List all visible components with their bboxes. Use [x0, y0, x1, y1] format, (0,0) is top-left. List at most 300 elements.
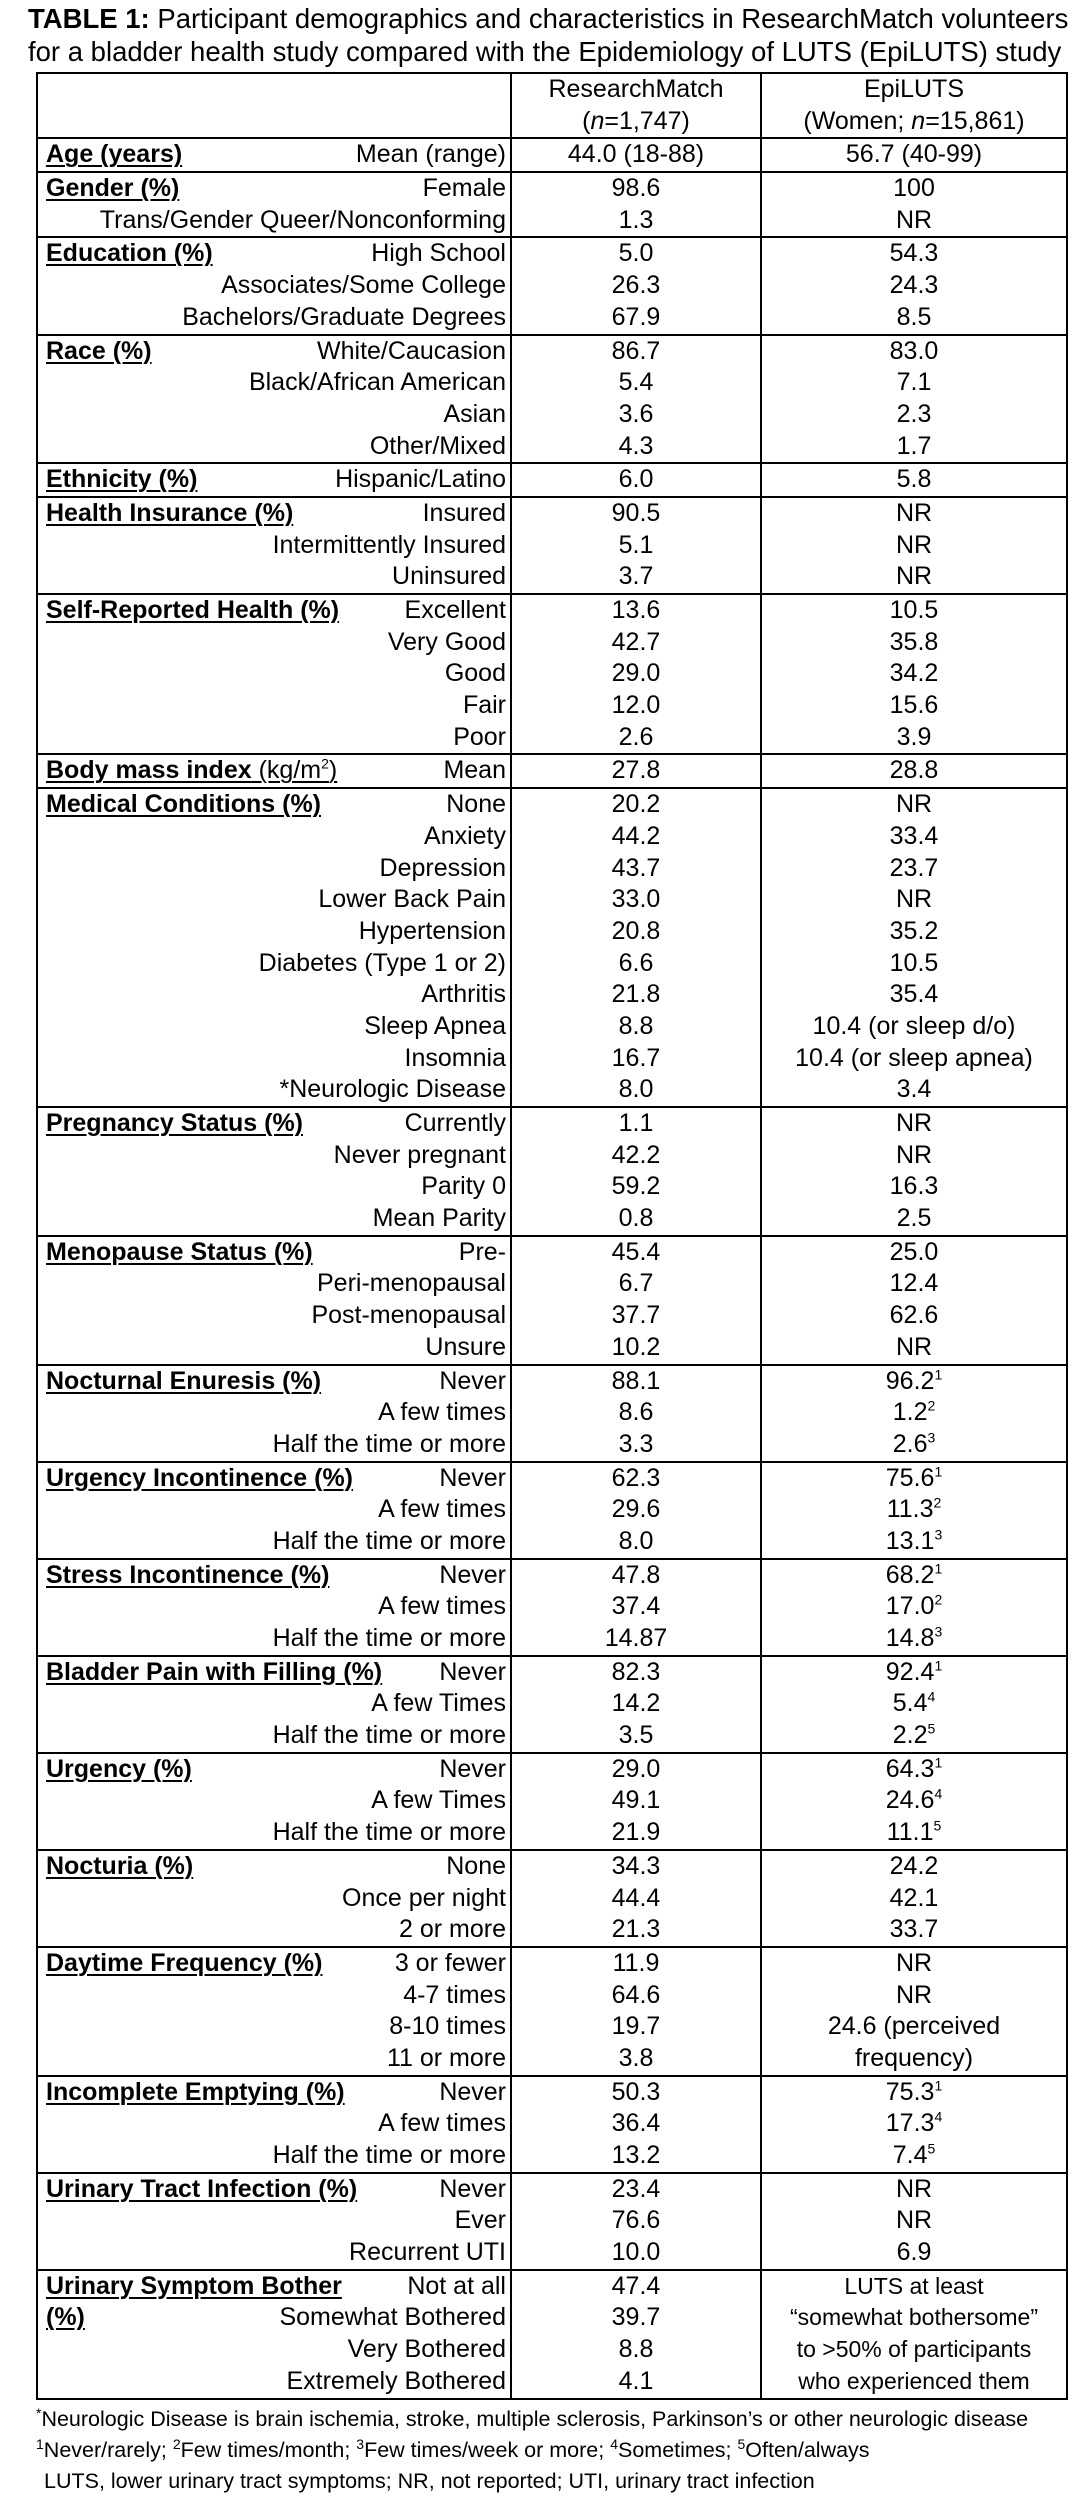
section-enuresis [37, 1365, 1067, 1462]
row-label: A few times [378, 1495, 506, 1524]
researchmatch-value: 6.6 [618, 948, 654, 977]
section-pregnancy [37, 1107, 1067, 1236]
label-cell [37, 1236, 511, 1365]
researchmatch-cell [511, 138, 761, 172]
researchmatch-value: 76.6 [611, 2206, 661, 2235]
epiluts-value: NR [895, 530, 933, 559]
section-insurance [37, 497, 1067, 594]
epiluts-value: NR [895, 2206, 933, 2235]
category-label: Stress Incontinence (%) [46, 1560, 330, 1589]
epiluts-value: 75.6$^1$ [885, 1463, 943, 1492]
row-label: Extremely Bothered [286, 2366, 506, 2395]
researchmatch-value: 29.6 [611, 1495, 661, 1524]
researchmatch-value: 8.6 [618, 1398, 654, 1427]
footnotes [36, 2404, 1076, 2497]
row-label: 4-7 times [403, 1980, 506, 2009]
epiluts-value: 24.2 [889, 1851, 939, 1880]
researchmatch-value: 6.7 [618, 1269, 654, 1298]
category-label: Gender (%) [46, 174, 180, 203]
researchmatch-value: 5.0 [618, 239, 654, 268]
researchmatch-value: 49.1 [611, 1786, 661, 1815]
category-label: Medical Conditions (%) [46, 790, 321, 819]
label-cell [37, 1656, 511, 1753]
row-label: Once per night [342, 1883, 506, 1912]
row-label: Trans/Gender Queer/Nonconforming [99, 205, 506, 234]
category-label: Menopause Status (%) [46, 1237, 313, 1266]
category-label: Incomplete Emptying (%) [46, 2077, 345, 2106]
label-cell [37, 1107, 511, 1236]
category-label: Nocturnal Enuresis (%) [46, 1366, 322, 1395]
section-ethnicity [37, 463, 1067, 497]
epiluts-value: 25.0 [889, 1237, 939, 1266]
row-label: A few Times [371, 1786, 506, 1815]
epiluts-value: 6.9 [896, 2238, 932, 2267]
category-label: Body mass index [46, 756, 252, 785]
label-cell [37, 754, 511, 788]
epiluts-value: 11.1$^5$ [886, 1817, 942, 1847]
section-medical [37, 788, 1067, 1107]
researchmatch-value: 8.0 [618, 1075, 654, 1104]
researchmatch-cell [511, 754, 761, 788]
epiluts-value: $1.2^2$ [892, 1397, 936, 1427]
epiluts-value: 68.2$^1$ [885, 1560, 943, 1589]
row-label: Insomnia [404, 1043, 506, 1072]
section-uti [37, 2173, 1067, 2270]
category-label: Self-Reported Health (%) [46, 596, 340, 625]
researchmatch-value: 44.4 [611, 1883, 661, 1912]
researchmatch-value: 42.2 [611, 1140, 661, 1169]
row-label: Very Good [387, 627, 506, 656]
epiluts-cell [761, 754, 1067, 788]
section-urgency_inc [37, 1462, 1067, 1559]
epiluts-value: NR [895, 205, 933, 234]
researchmatch-value: 16.7 [611, 1043, 661, 1072]
row-label: Intermittently Insured [272, 530, 506, 559]
label-cell [37, 172, 511, 237]
row-label: Daytime Frequency (%) 3 or fewer [46, 1948, 506, 1980]
epiluts-value: NR [895, 1948, 933, 1977]
row-label: Half the time or more [272, 1818, 506, 1847]
epiluts-value: 56.7 (40-99) [845, 140, 983, 169]
category-label: Race (%) [46, 336, 152, 365]
category-label: Education (%) [46, 239, 213, 268]
row-label: Nocturnal Enuresis (%) Never [46, 1366, 506, 1398]
researchmatch-value: 3.8 [618, 2043, 654, 2072]
row-label: Race (%) White/Caucasion [46, 336, 506, 368]
label-cell [37, 2270, 511, 2399]
epiluts-cell [761, 138, 1067, 172]
row-label: Associates/Some College [221, 271, 506, 300]
row-label: Half the time or more [272, 1721, 506, 1750]
row-label: Incomplete Emptying (%) Never [46, 2077, 506, 2109]
row-label: Age (years) Mean (range) [46, 139, 506, 171]
label-cell [37, 463, 511, 497]
researchmatch-value: 59.2 [611, 1172, 661, 1201]
row-label: A few times [378, 2109, 506, 2138]
epiluts-value: 83.0 [889, 336, 939, 365]
epiluts-cell [761, 1365, 1067, 1462]
epiluts-name: EpiLUTS [863, 75, 965, 103]
researchmatch-value: 37.4 [611, 1592, 661, 1621]
row-label: Urinary Symptom Bother Not at all [46, 2271, 506, 2303]
epiluts-value: 5.8 [896, 465, 932, 494]
row-label: Nocturia (%) None [46, 1851, 506, 1883]
epiluts-value: 34.2 [889, 659, 939, 688]
row-label: Education (%) High School [46, 238, 506, 270]
epiluts-cell [761, 335, 1067, 464]
category-label: Nocturia (%) [46, 1851, 194, 1880]
researchmatch-value: 44.0 (18-88) [567, 140, 705, 169]
epiluts-value: 35.2 [889, 916, 939, 945]
epiluts-value: 11.3$^2$ [886, 1494, 942, 1524]
row-label: Lower Back Pain [318, 885, 506, 914]
row-label: Uninsured [392, 562, 506, 591]
row-label: Sleep Apnea [364, 1011, 506, 1040]
researchmatch-value: 13.2 [611, 2141, 661, 2170]
row-label: Asian [443, 399, 506, 428]
section-education [37, 237, 1067, 334]
epiluts-value: 8.5 [896, 302, 932, 331]
label-cell [37, 594, 511, 754]
row-label: Gender (%) Female [46, 173, 506, 205]
row-label: 2 or more [399, 1915, 506, 1944]
row-label: Arthritis [421, 980, 506, 1009]
epiluts-value: 2.3 [896, 399, 932, 428]
epiluts-value: 35.8 [889, 627, 939, 656]
epiluts-cell [761, 1656, 1067, 1753]
row-label: Bladder Pain with Filling (%) Never [46, 1657, 506, 1689]
researchmatch-value: 47.8 [611, 1560, 661, 1589]
researchmatch-value: 13.6 [611, 596, 661, 625]
section-gender [37, 172, 1067, 237]
section-race [37, 335, 1067, 464]
row-label: 8-10 times [389, 2012, 506, 2041]
epiluts-cell [761, 2173, 1067, 2270]
epiluts-cell [761, 788, 1067, 1107]
researchmatch-value: 4.1 [618, 2366, 654, 2395]
epiluts-cell [761, 463, 1067, 497]
epiluts-value: NR [895, 498, 933, 527]
epiluts-value: 10.4 (or sleep apnea) [795, 1043, 1033, 1072]
epiluts-cell [761, 497, 1067, 594]
label-cell [37, 497, 511, 594]
researchmatch-value: 82.3 [611, 1657, 661, 1686]
researchmatch-cell [511, 2270, 761, 2399]
researchmatch-value: 39.7 [611, 2303, 661, 2332]
table-label: TABLE 1: [28, 3, 150, 34]
label-cell [37, 2173, 511, 2270]
researchmatch-value: 0.8 [618, 1204, 654, 1233]
researchmatch-value: 3.5 [618, 1721, 654, 1750]
row-label: Half the time or more [272, 1526, 506, 1555]
researchmatch-value: 21.8 [611, 980, 661, 1009]
label-cell [37, 788, 511, 1107]
researchmatch-value: 5.4 [618, 368, 654, 397]
epiluts-value: 64.3$^1$ [885, 1754, 943, 1783]
category-label: Daytime Frequency (%) [46, 1948, 323, 1977]
label-cell [37, 1850, 511, 1947]
epiluts-value: $2.2^5$ [892, 1720, 936, 1750]
researchmatch-name: ResearchMatch [548, 75, 724, 103]
epiluts-cell [761, 172, 1067, 237]
category-label: Urinary Symptom Bother [46, 2271, 342, 2300]
researchmatch-cell [511, 1947, 761, 2076]
researchmatch-value: 10.2 [611, 1332, 661, 1361]
label-cell [37, 1753, 511, 1850]
epiluts-value: NR [895, 1980, 933, 2009]
researchmatch-value: 3.7 [618, 562, 654, 591]
epiluts-value: NR [895, 885, 933, 914]
epiluts-value: 23.7 [889, 853, 939, 882]
epiluts-cell [761, 2270, 1067, 2399]
label-cell [37, 1462, 511, 1559]
epiluts-value: to >50% of participants [796, 2336, 1032, 2363]
researchmatch-value: 21.3 [611, 1915, 661, 1944]
header-row [37, 73, 1067, 138]
row-label: Black/African American [248, 368, 506, 397]
row-label: Half the time or more [272, 1624, 506, 1653]
epiluts-value: NR [895, 1332, 933, 1361]
epiluts-value: 10.4 (or sleep d/o) [812, 1011, 1016, 1040]
researchmatch-value: 34.3 [611, 1851, 661, 1880]
epiluts-value: 75.3$^1$ [885, 2077, 943, 2106]
row-label: Poor [453, 722, 506, 751]
section-stress_inc [37, 1559, 1067, 1656]
table-caption: Participant demographics and characteristics in ResearchMatch volunteers for a bladder health study compared with the Epidemiology of LUTS (EpiLUTS) study [28, 3, 1069, 67]
researchmatch-value: 45.4 [611, 1237, 661, 1266]
row-label: Half the time or more [272, 1429, 506, 1458]
epiluts-value: NR [895, 790, 933, 819]
row-label: Stress Incontinence (%) Never [46, 1560, 506, 1592]
researchmatch-value: 86.7 [611, 336, 661, 365]
row-label: Urgency (%) Never [46, 1754, 506, 1786]
researchmatch-value: 2.6 [618, 722, 654, 751]
label-cell [37, 2076, 511, 2173]
header-epiluts [761, 73, 1067, 138]
researchmatch-cell [511, 237, 761, 334]
researchmatch-value: 20.2 [611, 790, 661, 819]
label-cell [37, 1365, 511, 1462]
epiluts-value: NR [895, 1140, 933, 1169]
category-label: Urgency Incontinence (%) [46, 1463, 353, 1492]
researchmatch-cell [511, 497, 761, 594]
epiluts-value: $5.4^4$ [892, 1689, 936, 1718]
footnote-frequency-key: $^1$Never/rarely; $^2$Few times/month; $^3$Few times/week or more; $^4$Sometimes; $^5$Often/always [36, 2435, 870, 2462]
researchmatch-cell [511, 1236, 761, 1365]
researchmatch-value: 98.6 [611, 174, 661, 203]
epiluts-value: 54.3 [889, 239, 939, 268]
epiluts-value: 28.8 [889, 756, 939, 785]
row-label: Ethnicity (%) Hispanic/Latino [46, 464, 506, 496]
epiluts-value: 24.3 [889, 271, 939, 300]
researchmatch-cell [511, 1559, 761, 1656]
section-age [37, 138, 1067, 172]
epiluts-value: 92.4$^1$ [885, 1657, 943, 1686]
researchmatch-n: (n=1,747) [582, 106, 690, 135]
epiluts-value: LUTS at least [844, 2272, 984, 2299]
row-label: A few times [378, 1398, 506, 1427]
epiluts-value: frequency) [854, 2043, 974, 2072]
epiluts-cell [761, 1236, 1067, 1365]
header-empty-cell [37, 73, 511, 138]
category-label-line2: (%) [46, 2303, 85, 2332]
category-label: Urinary Tract Infection (%) [46, 2174, 358, 2203]
researchmatch-value: 14.87 [604, 1624, 668, 1653]
researchmatch-value: 21.9 [611, 1818, 661, 1847]
section-daytime [37, 1947, 1067, 2076]
researchmatch-value: 36.4 [611, 2109, 661, 2138]
researchmatch-value: 62.3 [611, 1463, 661, 1492]
epiluts-value: 14.8$^3$ [885, 1623, 943, 1653]
researchmatch-value: 33.0 [611, 885, 661, 914]
category-label: Health Insurance (%) [46, 498, 294, 527]
researchmatch-value: 29.0 [611, 1754, 661, 1783]
epiluts-value: 13.1$^3$ [885, 1526, 943, 1555]
epiluts-value: 12.4 [889, 1269, 939, 1298]
researchmatch-value: 8.0 [618, 1526, 654, 1555]
row-label: Self-Reported Health (%) Excellent [46, 595, 506, 627]
epiluts-value: 42.1 [889, 1883, 939, 1912]
epiluts-value: 62.6 [889, 1301, 939, 1330]
researchmatch-value: 14.2 [611, 1689, 661, 1718]
researchmatch-value: 26.3 [611, 271, 661, 300]
epiluts-value: $7.4^5$ [892, 2140, 936, 2170]
epiluts-value: 24.6 (perceived [827, 2012, 1001, 2041]
researchmatch-value: 47.4 [611, 2271, 661, 2300]
row-label: A few times [378, 1592, 506, 1621]
row-label: Medical Conditions (%) None [46, 789, 506, 821]
researchmatch-value: 88.1 [611, 1366, 661, 1395]
row-label: Never pregnant [333, 1140, 506, 1169]
row-label: A few Times [371, 1689, 506, 1718]
label-cell [37, 335, 511, 464]
researchmatch-cell [511, 172, 761, 237]
epiluts-value: 1.7 [896, 431, 932, 460]
row-label: Urinary Tract Infection (%) Never [46, 2174, 506, 2206]
researchmatch-value: 43.7 [611, 853, 661, 882]
row-label: 11 or more [386, 2043, 506, 2072]
epiluts-value: “somewhat bothersome” [790, 2304, 1038, 2331]
epiluts-cell [761, 2076, 1067, 2173]
row-label: Half the time or more [272, 2141, 506, 2170]
row-label: Depression [379, 853, 506, 882]
epiluts-value: 7.1 [896, 368, 932, 397]
epiluts-value: NR [895, 2174, 933, 2203]
epiluts-cell [761, 1462, 1067, 1559]
row-label: Anxiety [424, 821, 506, 850]
row-label: Other/Mixed [369, 431, 506, 460]
row-label: Diabetes (Type 1 or 2) [258, 948, 506, 977]
epiluts-cell [761, 1947, 1067, 2076]
researchmatch-value: 5.1 [618, 530, 654, 559]
row-label: Unsure [425, 1332, 506, 1361]
researchmatch-cell [511, 463, 761, 497]
epiluts-value: 10.5 [889, 596, 939, 625]
section-bother [37, 2270, 1067, 2399]
row-label: Peri-menopausal [317, 1269, 506, 1298]
epiluts-value: $2.6^3$ [892, 1429, 936, 1458]
epiluts-value: 24.6$^4$ [885, 1786, 943, 1815]
epiluts-value: 17.0$^2$ [885, 1592, 943, 1621]
researchmatch-value: 42.7 [611, 627, 661, 656]
researchmatch-cell [511, 1107, 761, 1236]
table-title [28, 2, 1078, 68]
researchmatch-value: 90.5 [611, 498, 661, 527]
epiluts-cell [761, 1850, 1067, 1947]
epiluts-cell [761, 1107, 1067, 1236]
researchmatch-cell [511, 1656, 761, 1753]
researchmatch-value: 3.3 [618, 1429, 654, 1458]
row-label: *Neurologic Disease [279, 1075, 506, 1104]
row-label: Pregnancy Status (%) Currently [46, 1108, 506, 1140]
researchmatch-value: 67.9 [611, 302, 661, 331]
epiluts-value: 35.4 [889, 980, 939, 1009]
epiluts-value: 33.4 [889, 821, 939, 850]
researchmatch-cell [511, 335, 761, 464]
epiluts-value: 16.3 [889, 1172, 939, 1201]
researchmatch-value: 37.7 [611, 1301, 661, 1330]
researchmatch-value: 8.8 [618, 2335, 654, 2364]
row-label: Urgency Incontinence (%) Never [46, 1463, 506, 1495]
epiluts-value: 15.6 [889, 691, 939, 720]
row-label: Menopause Status (%) Pre- [46, 1237, 506, 1269]
epiluts-cell [761, 237, 1067, 334]
researchmatch-value: 11.9 [612, 1948, 660, 1977]
category-unit: $(kg/m^2)$ [251, 756, 338, 785]
epiluts-cell [761, 1559, 1067, 1656]
label-cell [37, 1559, 511, 1656]
researchmatch-value: 12.0 [611, 691, 661, 720]
researchmatch-cell [511, 1462, 761, 1559]
section-bmi [37, 754, 1067, 788]
researchmatch-value: 1.3 [618, 205, 654, 234]
epiluts-value: 96.2$^1$ [885, 1366, 943, 1395]
researchmatch-value: 20.8 [611, 916, 661, 945]
row-label: Good [444, 659, 506, 688]
researchmatch-value: 6.0 [618, 465, 654, 494]
epiluts-n: (Women; n=15,861) [803, 106, 1025, 135]
researchmatch-cell [511, 1365, 761, 1462]
footnote-abbreviations: LUTS, lower urinary tract symptoms; NR, not reported; UTI, urinary tract infection [44, 2469, 815, 2493]
category-label: Age (years) [46, 140, 183, 169]
researchmatch-value: 3.6 [618, 399, 654, 428]
researchmatch-value: 1.1 [618, 1109, 654, 1138]
row-label: Parity 0 [421, 1172, 506, 1201]
row-label: Ever [454, 2206, 506, 2235]
researchmatch-value: 64.6 [611, 1980, 661, 2009]
header-researchmatch [511, 73, 761, 138]
category-label: Urgency (%) [46, 1754, 192, 1783]
demographics-table [36, 72, 1068, 2400]
researchmatch-value: 29.0 [611, 659, 661, 688]
row-label: Mean Parity [372, 1204, 506, 1233]
epiluts-value: 3.4 [896, 1075, 932, 1104]
epiluts-value: 33.7 [889, 1915, 939, 1944]
section-emptying [37, 2076, 1067, 2173]
section-bladder_pain [37, 1656, 1067, 1753]
epiluts-value: 17.3$^4$ [885, 2109, 943, 2138]
researchmatch-value: 27.8 [611, 756, 661, 785]
researchmatch-value: 19.7 [611, 2012, 661, 2041]
researchmatch-cell [511, 1753, 761, 1850]
epiluts-cell [761, 1753, 1067, 1850]
epiluts-value: 3.9 [896, 722, 932, 751]
section-urgency [37, 1753, 1067, 1850]
epiluts-value: 2.5 [896, 1204, 932, 1233]
researchmatch-cell [511, 594, 761, 754]
row-label: Fair [462, 691, 506, 720]
researchmatch-value: 44.2 [611, 821, 661, 850]
